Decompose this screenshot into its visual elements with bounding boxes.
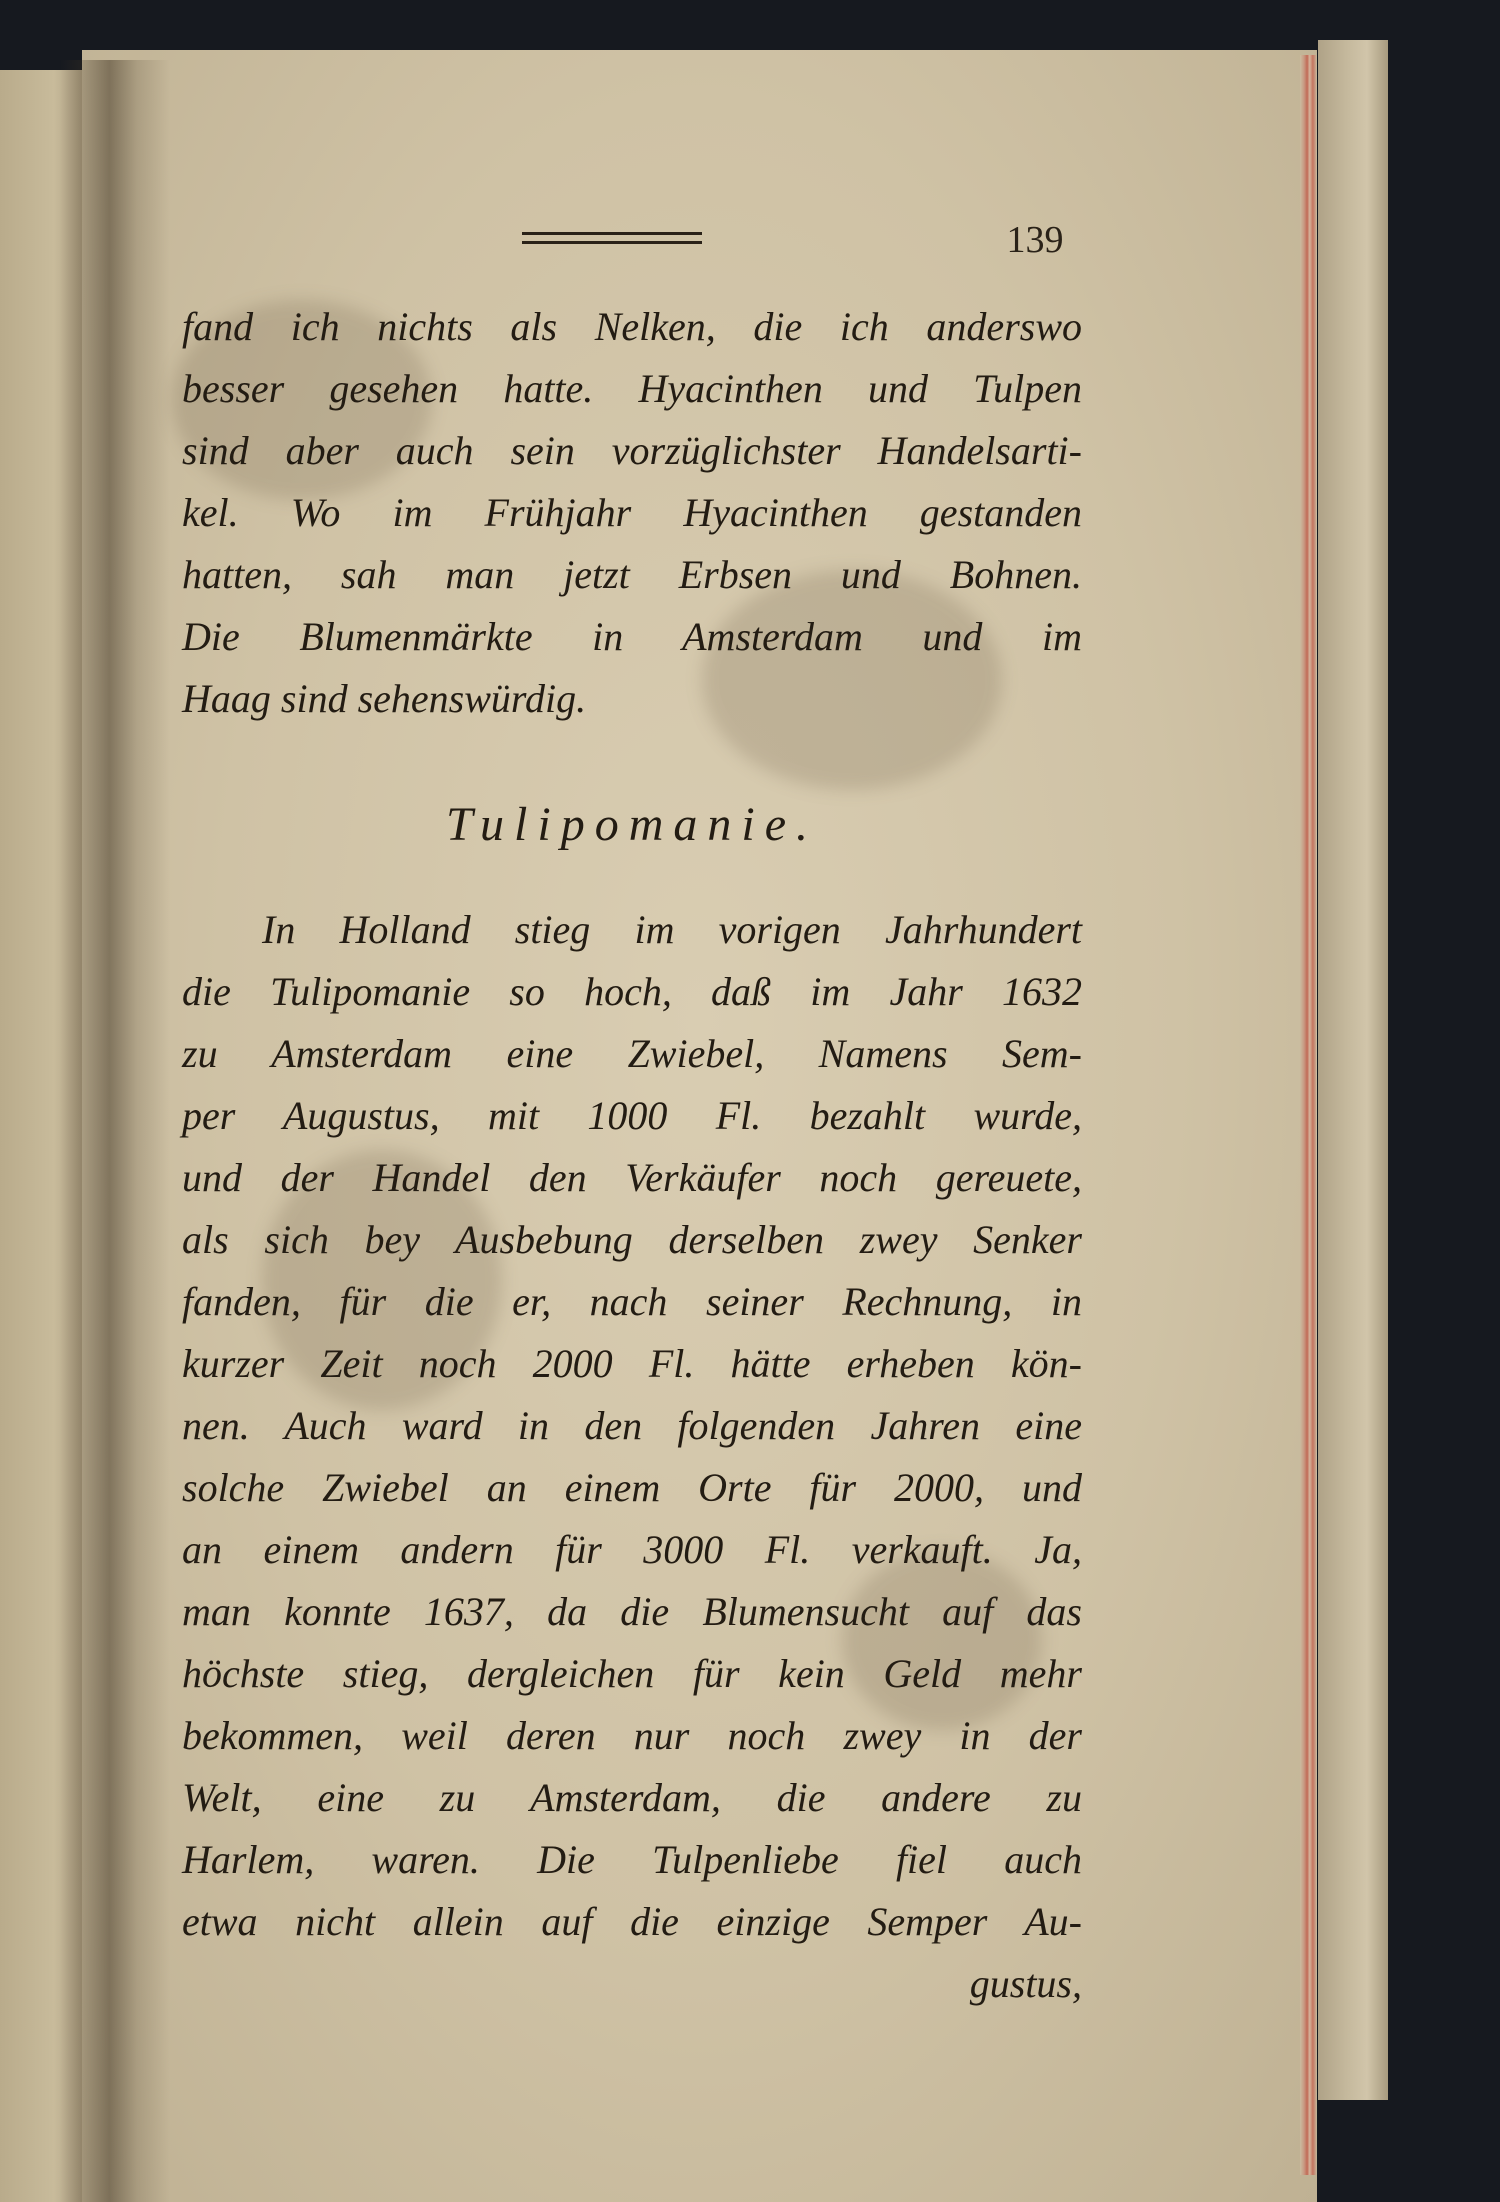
text-line: etwa nicht allein auf die einzige Semper Au- [182,1899,1082,1944]
paragraph-2 [182,899,1082,2015]
text-line: fanden, für die er, nach seiner Rechnung, in [182,1279,1082,1324]
text-line: Harlem, waren. Die Tulpenliebe fiel auch [182,1837,1082,1882]
text-line: und der Handel den Verkäufer noch gereuete, [182,1155,1082,1200]
page-block-edge [1318,40,1388,2100]
text-line: kel. Wo im Frühjahr Hyacinthen gestanden [182,490,1082,535]
text-line: per Augustus, mit 1000 Fl. bezahlt wurde, [182,1093,1082,1138]
text-line: hatten, sah man jetzt Erbsen und Bohnen. [182,552,1082,597]
text-line: In Holland stieg im vorigen Jahrhundert [262,907,1082,952]
paragraph-1 [182,296,1082,730]
page-edge-red [1300,55,1316,2175]
text-line: Welt, eine zu Amsterdam, die andere zu [182,1775,1082,1820]
page-number: 139 [1006,219,1064,261]
text-line: als sich bey Ausbebung derselben zwey Senker [182,1217,1082,1262]
text-line: nen. Auch ward in den folgenden Jahren eine [182,1403,1082,1448]
text-line: sind aber auch sein vorzüglichster Handelsarti- [182,428,1082,473]
text-line: zu Amsterdam eine Zwiebel, Namens Sem- [182,1031,1082,1076]
text-line: an einem andern für 3000 Fl. verkauft. Ja, [182,1527,1082,1572]
text-line: man konnte 1637, da die Blumensucht auf das [182,1589,1082,1634]
text-line: die Tulipomanie so hoch, daß im Jahr 1632 [182,969,1082,1014]
header-rule [522,232,702,246]
text-line: fand ich nichts als Nelken, die ich anderswo [182,304,1082,349]
catchword: gustus, [969,1961,1082,2006]
text-line: besser gesehen hatte. Hyacinthen und Tulpen [182,366,1082,411]
text-line: bekommen, weil deren nur noch zwey in der [182,1713,1082,1758]
text-line: kurzer Zeit noch 2000 Fl. hätte erheben kön- [182,1341,1082,1386]
book-gutter [60,60,170,2202]
text-line: solche Zwiebel an einem Orte für 2000, und [182,1465,1082,1510]
section-heading: Tulipomanie. [445,798,819,851]
text-line: höchste stieg, dergleichen für kein Geld mehr [182,1651,1082,1696]
text-line: Haag sind sehenswürdig. [182,676,587,721]
text-line: Die Blumenmärkte in Amsterdam und im [182,614,1082,659]
